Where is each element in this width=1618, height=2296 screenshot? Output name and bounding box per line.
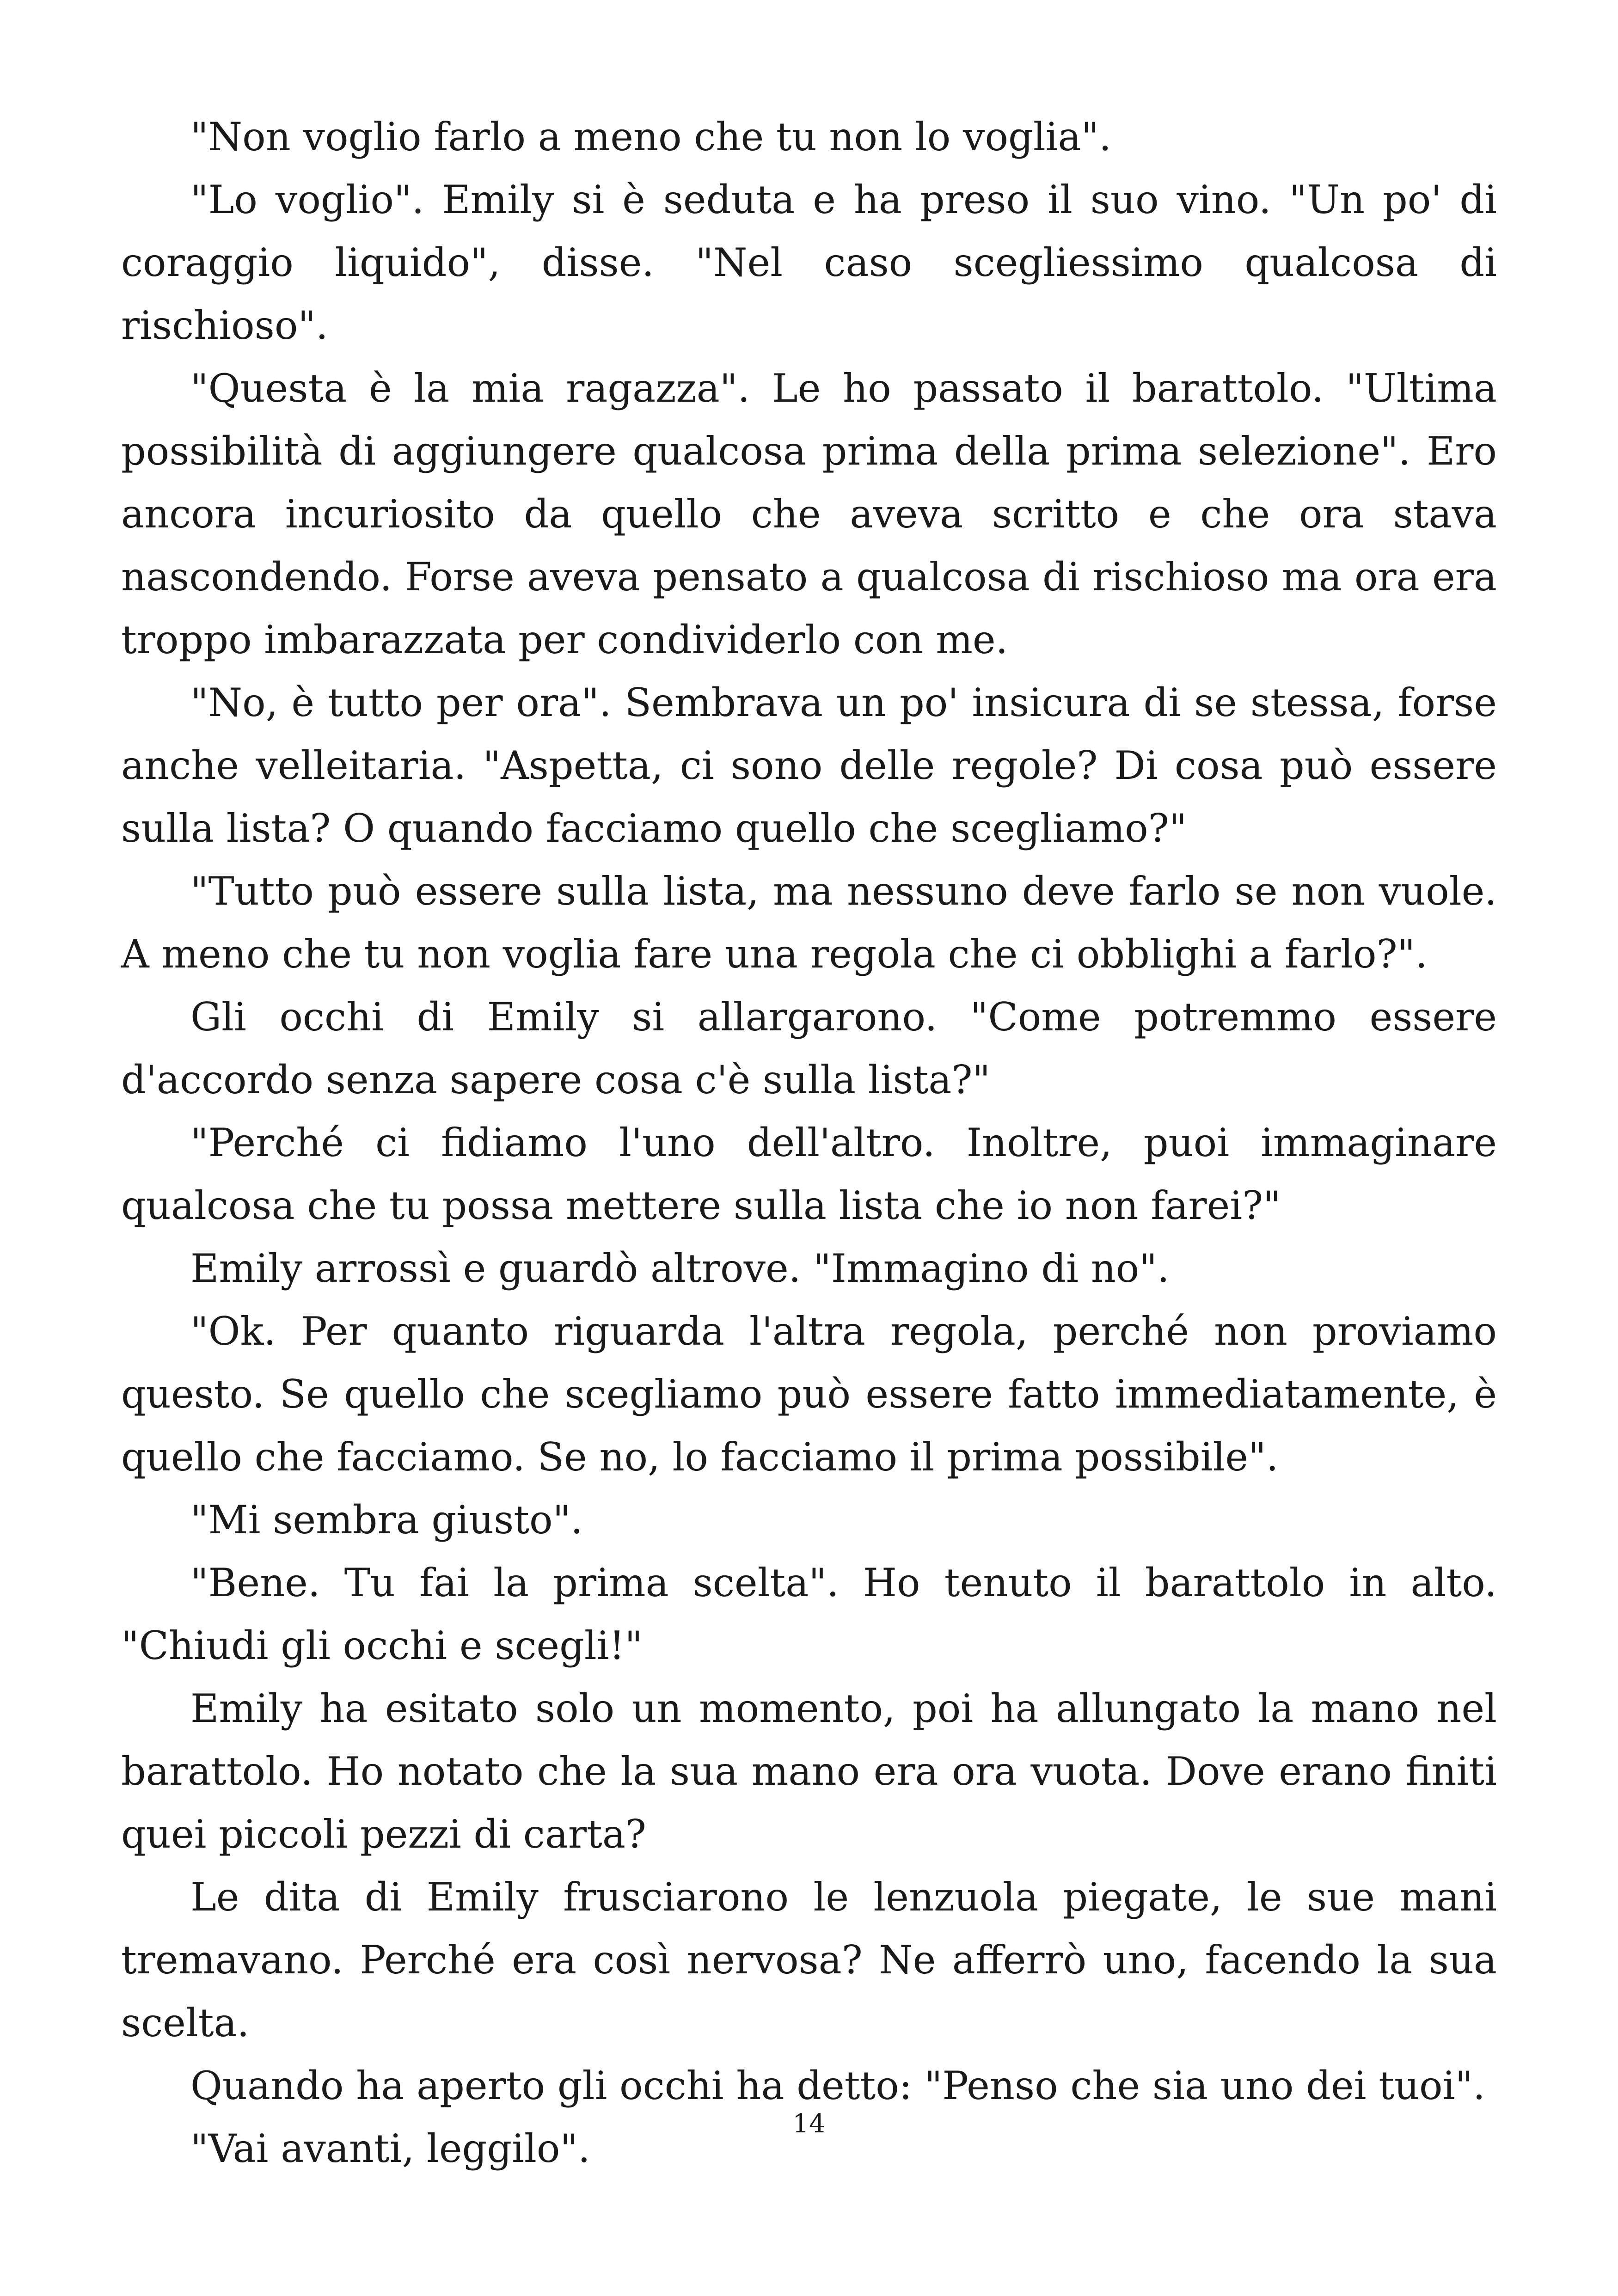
paragraph: Le dita di Emily frusciarono le lenzuola piegate, le sue mani tremavano. Perché era così nervosa? Ne afferrò uno, facendo la sua scelta. [121, 1874, 1497, 2045]
paragraph: "Lo voglio". Emily si è seduta e ha preso il suo vino. "Un po' di coraggio liquido", disse. "Nel caso scegliessimo qualcosa di rischioso". [121, 177, 1497, 348]
paragraph: "Mi sembra giusto". [190, 1497, 583, 1543]
paragraph: "Vai avanti, leggilo". [190, 2126, 590, 2171]
body-text [121, 105, 1497, 2180]
paragraph: Emily ha esitato solo un momento, poi ha allungato la mano nel barattolo. Ho notato che la sua mano era ora vuota. Dove erano finiti quei piccoli pezzi di carta? [121, 1686, 1497, 1857]
paragraph: Quando ha aperto gli occhi ha detto: "Penso che sia uno dei tuoi". [190, 2063, 1485, 2108]
paragraph: "No, è tutto per ora". Sembrava un po' insicura di se stessa, forse anche velleitaria. "Aspetta, ci sono delle regole? Di cosa può essere sulla lista? O quando facciamo quello che scegliamo?" [121, 680, 1497, 851]
paragraph: Gli occhi di Emily si allargarono. "Come potremmo essere d'accordo senza sapere cosa c'è sulla lista?" [121, 994, 1497, 1102]
paragraph: "Non voglio farlo a meno che tu non lo voglia". [190, 114, 1111, 159]
paragraph: "Perché ci fidiamo l'uno dell'altro. Inoltre, puoi immaginare qualcosa che tu possa mettere sulla lista che io non farei?" [121, 1120, 1497, 1228]
paragraph: "Bene. Tu fai la prima scelta". Ho tenuto il barattolo in alto. "Chiudi gli occhi e scegli!" [121, 1560, 1497, 1668]
paragraph: "Ok. Per quanto riguarda l'altra regola, perché non proviamo questo. Se quello che scegliamo può essere fatto immediatamente, è quello che facciamo. Se no, lo facciamo il prima possibile". [121, 1309, 1497, 1480]
paragraph: Emily arrossì e guardò altrove. "Immagino di no". [190, 1246, 1170, 1291]
paragraph: "Tutto può essere sulla lista, ma nessuno deve farlo se non vuole. A meno che tu non voglia fare una regola che ci obblighi a farlo?". [121, 869, 1497, 977]
paragraph: "Questa è la mia ragazza". Le ho passato il barattolo. "Ultima possibilità di aggiungere qualcosa prima della prima selezione". Ero ancora incuriosito da quello che aveva scritto e che ora stava nascondendo. Forse aveva pensato a qualcosa di rischioso ma ora era troppo imbarazzata per condividerlo con me. [121, 366, 1497, 662]
page-number: 14 [792, 2109, 826, 2139]
